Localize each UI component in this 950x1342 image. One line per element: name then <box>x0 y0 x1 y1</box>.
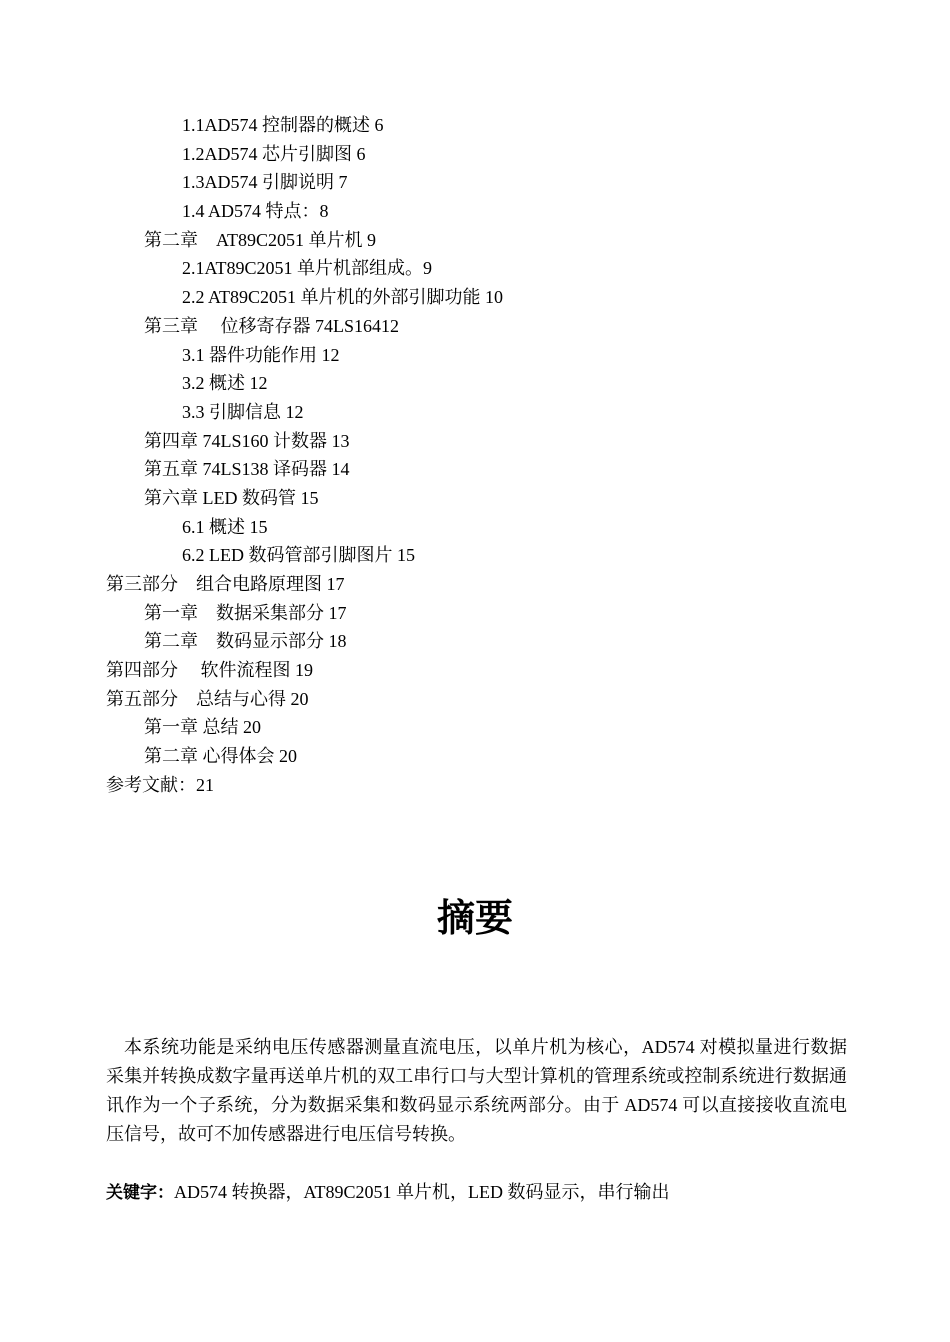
toc-entry[interactable]: 参考文献：21 <box>106 774 214 795</box>
toc-entry[interactable]: 第三部分 组合电路原理图 17 <box>106 574 345 594</box>
toc-entry[interactable]: 6.1 概述 15 <box>182 516 268 537</box>
toc-entry[interactable]: 3.2 概述 12 <box>182 373 268 394</box>
toc-entry[interactable]: 3.1 器件功能作用 12 <box>182 344 340 365</box>
toc-entry[interactable]: 第五章 74LS138 译码器 14 <box>144 459 350 480</box>
abstract-title: 摘要 <box>436 896 513 940</box>
toc-entry[interactable]: 2.1AT89C2051 单片机部组成。9 <box>182 258 433 279</box>
keywords-text: AD574 转换器，AT89C2051 单片机，LED 数码显示，串行输出 <box>174 1182 670 1202</box>
toc-entry[interactable]: 第二章 数码显示部分 18 <box>144 631 347 652</box>
toc-entry[interactable]: 第一章 总结 20 <box>144 717 261 738</box>
toc-entry[interactable]: 第二章 心得体会 20 <box>144 746 297 767</box>
toc-entry[interactable]: 第三章 位移寄存器 74LS16412 <box>144 315 400 336</box>
keywords-label: 关键字： <box>106 1183 174 1203</box>
toc-entry[interactable]: 第五部分 总结与心得 20 <box>106 688 309 709</box>
toc-entry[interactable]: 6.2 LED 数码管部引脚图片 15 <box>182 545 415 566</box>
toc-entry[interactable]: 1.4 AD574 特点：8 <box>182 201 329 222</box>
toc-entry[interactable]: 第一章 数据采集部分 17 <box>144 602 347 623</box>
toc-entry[interactable]: 第四章 74LS160 计数器 13 <box>144 430 350 451</box>
toc-entry[interactable]: 第六章 LED 数码管 15 <box>144 487 319 508</box>
toc-entry[interactable]: 第二章 AT89C2051 单片机 9 <box>144 229 377 250</box>
table-of-contents <box>0 111 950 800</box>
keywords-line <box>106 1178 847 1208</box>
toc-entry[interactable]: 3.3 引脚信息 12 <box>182 401 304 422</box>
toc-entry[interactable]: 2.2 AT89C2051 单片机的外部引脚功能 10 <box>182 287 504 308</box>
toc-entry[interactable]: 1.2AD574 芯片引脚图 6 <box>182 143 366 164</box>
toc-entry[interactable]: 第四部分 软件流程图 19 <box>106 660 313 681</box>
abstract-body: 本系统功能是采纳电压传感器测量直流电压，以单片机为核心，AD574 对模拟量进行数据采集并转换成数字量再送单片机的双工串行口与大型计算机的管理系统或控制系统进行数据通讯作为一个子系统，分为数据采集和数码显示系统两部分。由于 AD574 可以直接接收直流电压信号，故可不加传感器进行电压信号转换。 <box>106 1037 847 1144</box>
toc-entry[interactable]: 1.3AD574 引脚说明 7 <box>182 172 348 193</box>
toc-entry[interactable]: 1.1AD574 控制器的概述 6 <box>182 115 384 135</box>
